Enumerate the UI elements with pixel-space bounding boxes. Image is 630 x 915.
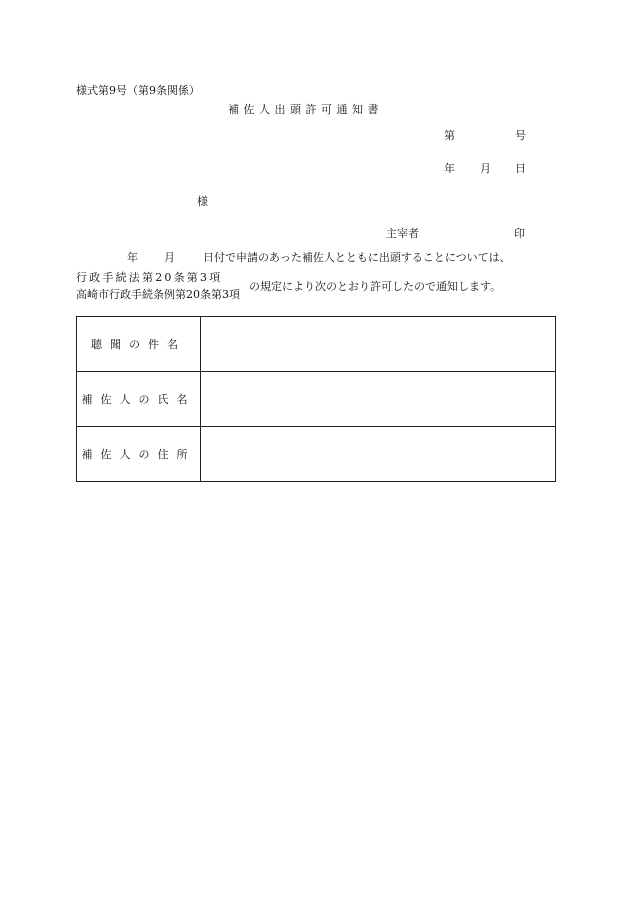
- row-value-field[interactable]: [201, 372, 556, 427]
- number-prefix: 第: [444, 129, 455, 142]
- form-number: 様式第9号（第9条関係）: [76, 84, 200, 97]
- body-month-label: 月: [164, 251, 175, 264]
- detail-table: [76, 316, 556, 482]
- addressee-suffix: 様: [197, 195, 208, 208]
- row-label: 補佐人の氏名: [77, 372, 201, 427]
- law-reference-act: 行政手続法第20条第3項: [76, 271, 223, 284]
- table-row: [77, 427, 556, 482]
- row-label: 補佐人の住所: [77, 427, 201, 482]
- date-year-label: 年: [444, 162, 455, 175]
- number-suffix: 号: [515, 129, 526, 142]
- body-sentence-tail: の規定により次のとおり許可したので通知します。: [249, 280, 502, 293]
- row-value-field[interactable]: [201, 317, 556, 372]
- seal-mark: 印: [514, 227, 525, 240]
- law-reference-ordinance: 高崎市行政手続条例第20条第3項: [76, 288, 240, 301]
- table-row: [77, 317, 556, 372]
- table-row: [77, 372, 556, 427]
- row-value-field[interactable]: [201, 427, 556, 482]
- row-label: 聴聞の件名: [77, 317, 201, 372]
- document-title: 補佐人出頭許可通知書: [228, 103, 383, 116]
- body-sentence: 日付で申請のあった補佐人とともに出頭することについては、: [203, 251, 511, 264]
- host-label: 主宰者: [386, 227, 419, 240]
- date-month-label: 月: [480, 162, 491, 175]
- body-year-label: 年: [127, 251, 138, 264]
- date-day-label: 日: [515, 162, 526, 175]
